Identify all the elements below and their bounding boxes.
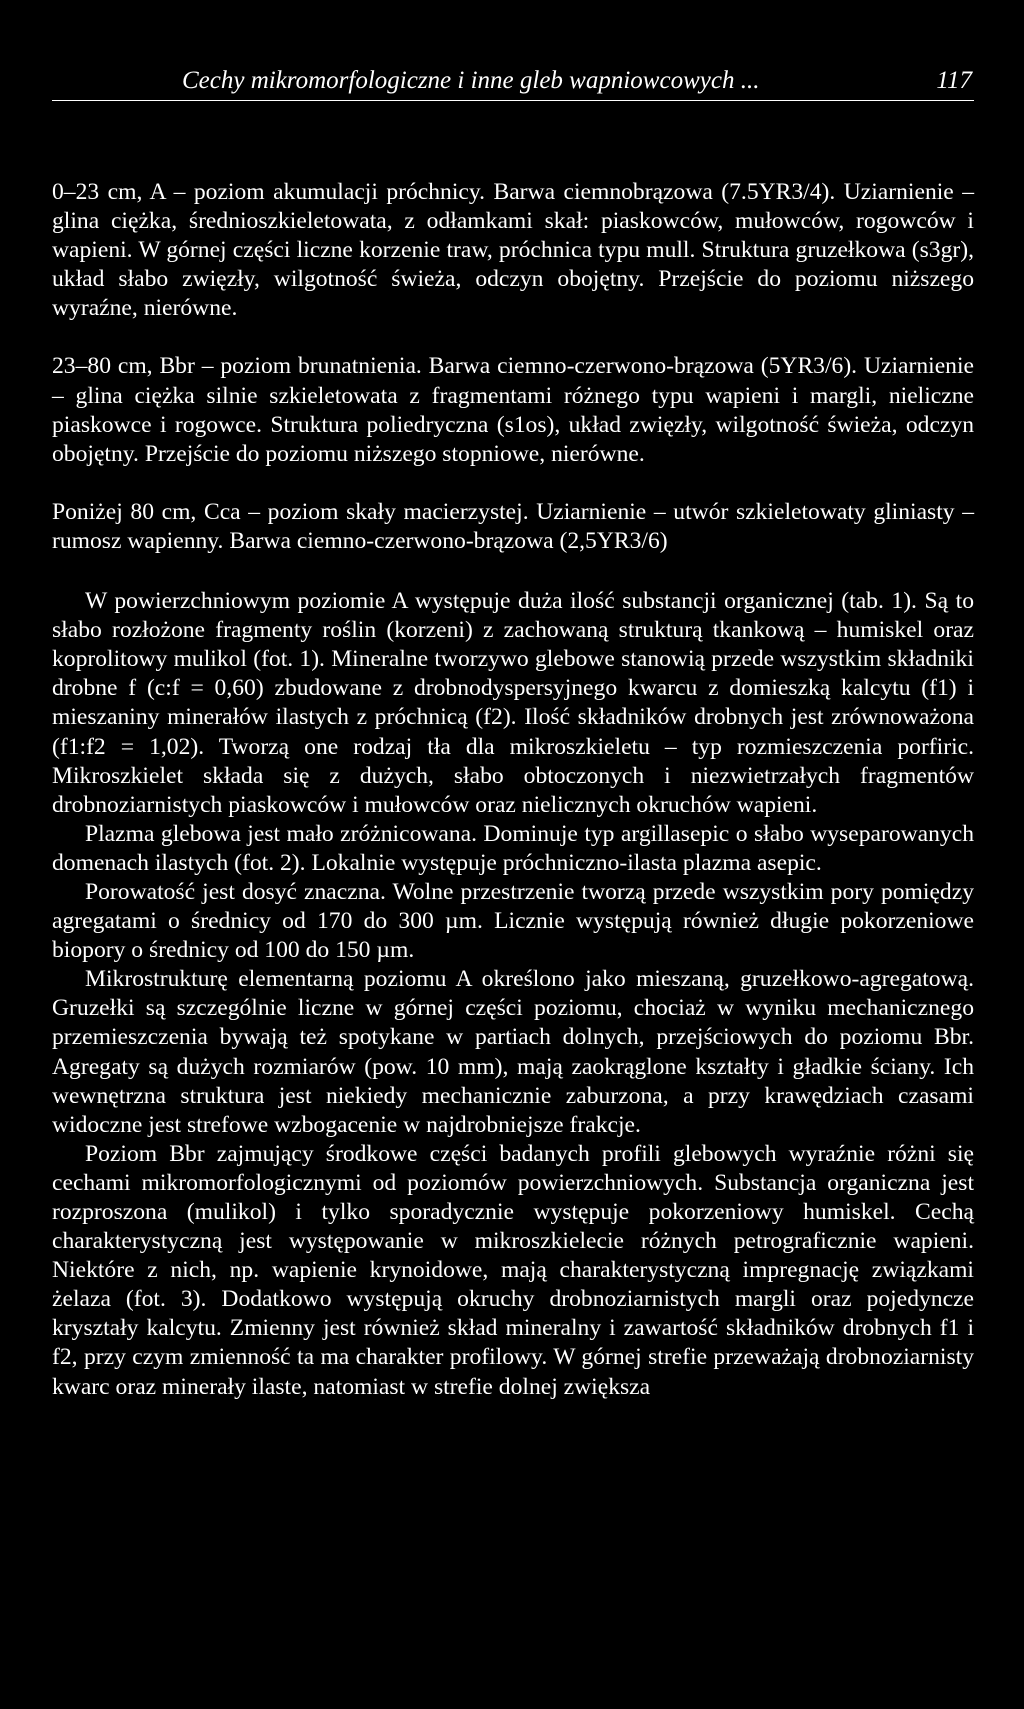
horizon-description-a: 0–23 cm, A – poziom akumulacji próchnicy. Barwa ciemnobrązowa (7.5YR3/4). Uziarnienie – glina ciężka, średnioszkieletowata, z odłamkami skał: piaskowców, mułowców, rogowców i wapieni. W górnej części liczne korzenie traw, próchnica typu mull. Struktura gruzełkowa (s3gr), układ słabo zwięzły, wilgotność świeża, odczyn obojętny. Przejście do poziomu niższego wyraźne, nierówne. (52, 179, 974, 322)
paragraph-horizon-bbr: Poziom Bbr zajmujący środkowe części badanych profili glebowych wyraźnie różni się cechami mikromorfologicznymi od poziomów powierzchniowych. Substancja organiczna jest rozproszona (mulikol) i tylko sporadycznie występuje pokorzeniowy humiskel. Cechą charakterystyczną jest występowanie w mikroszkielecie różnych petrograficznie wapieni. Niektóre z nich, np. wapienie krynoidowe, mają charakterystyczną impregnację związkami żelaza (fot. 3). Dodatkowo występują okruchy drobnoziarnistych margli oraz pojedyncze kryształy kalcytu. Zmienny jest również skład mineralny i zawartość składników drobnych f1 i f2, przy czym zmienność ta ma charakter profilowy. W górnej strefie przeważają drobnoziarnisty kwarc oraz minerały ilaste, natomiast w strefie dolnej zwiększa (52, 1140, 974, 1400)
paragraph-horizon-a-organic: W powierzchniowym poziomie A występuje duża ilość substancji organicznej (tab. 1). Są to słabo rozłożone fragmenty roślin (korzeni) z zachowaną strukturą tkankową – humiskel oraz koprolitowy mulikol (fot. 1). Mineralne tworzywo glebowe stanowią przede wszystkim składniki drobne f (c:f = 0,60) zbudowane z drobnodyspersyjnego kwarcu z domieszką kalcytu (f1) i mieszaniny minerałów ilastych z próchnicą (f2). Ilość składników drobnych jest zrównoważona (f1:f2 = 1,02). Tworzą one rodzaj tła dla mikroszkieletu – typ rozmieszczenia porfiric. Mikroszkielet składa się z dużych, słabo obtoczonych i niezwietrzałych fragmentów drobnoziarnistych piaskowców i mułowców oraz nielicznych okruchów wapieni. (52, 588, 974, 818)
paragraph-porosity: Porowatość jest dosyć znaczna. Wolne przestrzenie tworzą przede wszystkim pory pomiędzy agregatami o średnicy od 170 do 300 µm. Licznie występują również długie pokorzeniowe biopory o średnicy od 100 do 150 µm. (52, 878, 974, 964)
body-text (52, 178, 974, 1402)
running-title: Cechy mikromorfologiczne i inne gleb wapniowcowych ... (182, 67, 760, 94)
running-header (52, 66, 974, 101)
paragraph-plasma: Plazma glebowa jest mało zróżnicowana. Dominuje typ argillasepic o słabo wyseparowanych domenach ilastych (fot. 2). Lokalnie występuje próchniczno-ilasta plazma asepic. (52, 820, 974, 876)
horizon-description-cca: Poniżej 80 cm, Cca – poziom skały macierzystej. Uziarnienie – utwór szkieletowaty gliniasty – rumosz wapienny. Barwa ciemno-czerwono-brązowa (2,5YR3/6) (52, 498, 974, 554)
horizon-description-bbr: 23–80 cm, Bbr – poziom brunatnienia. Barwa ciemno-czerwono-brązowa (5YR3/6). Uziarnienie – glina ciężka silnie szkieletowata z fragmentami różnego typu wapieni i margli, nieliczne piaskowce i rogowce. Struktura poliedryczna (s1os), układ zwięzły, wilgotność świeża, odczyn obojętny. Przejście do poziomu niższego stopniowe, nierówne. (52, 353, 974, 467)
page-number: 117 (936, 67, 972, 94)
paragraph-microstructure: Mikrostrukturę elementarną poziomu A określono jako mieszaną, gruzełkowo-agregatową. Gruzełki są szczególnie liczne w górnej części poziomu, chociaż w wyniku mechanicznego przemieszczenia bywają też spotykane w partiach dolnych, przejściowych do poziomu Bbr. Agregaty są dużych rozmiarów (pow. 10 mm), mają zaokrąglone kształty i gładkie ściany. Ich wewnętrzna struktura jest niekiedy mechanicznie zaburzona, a przy krawędziach czasami widoczne jest strefowe wzbogacenie w najdrobniejsze frakcje. (52, 966, 974, 1138)
